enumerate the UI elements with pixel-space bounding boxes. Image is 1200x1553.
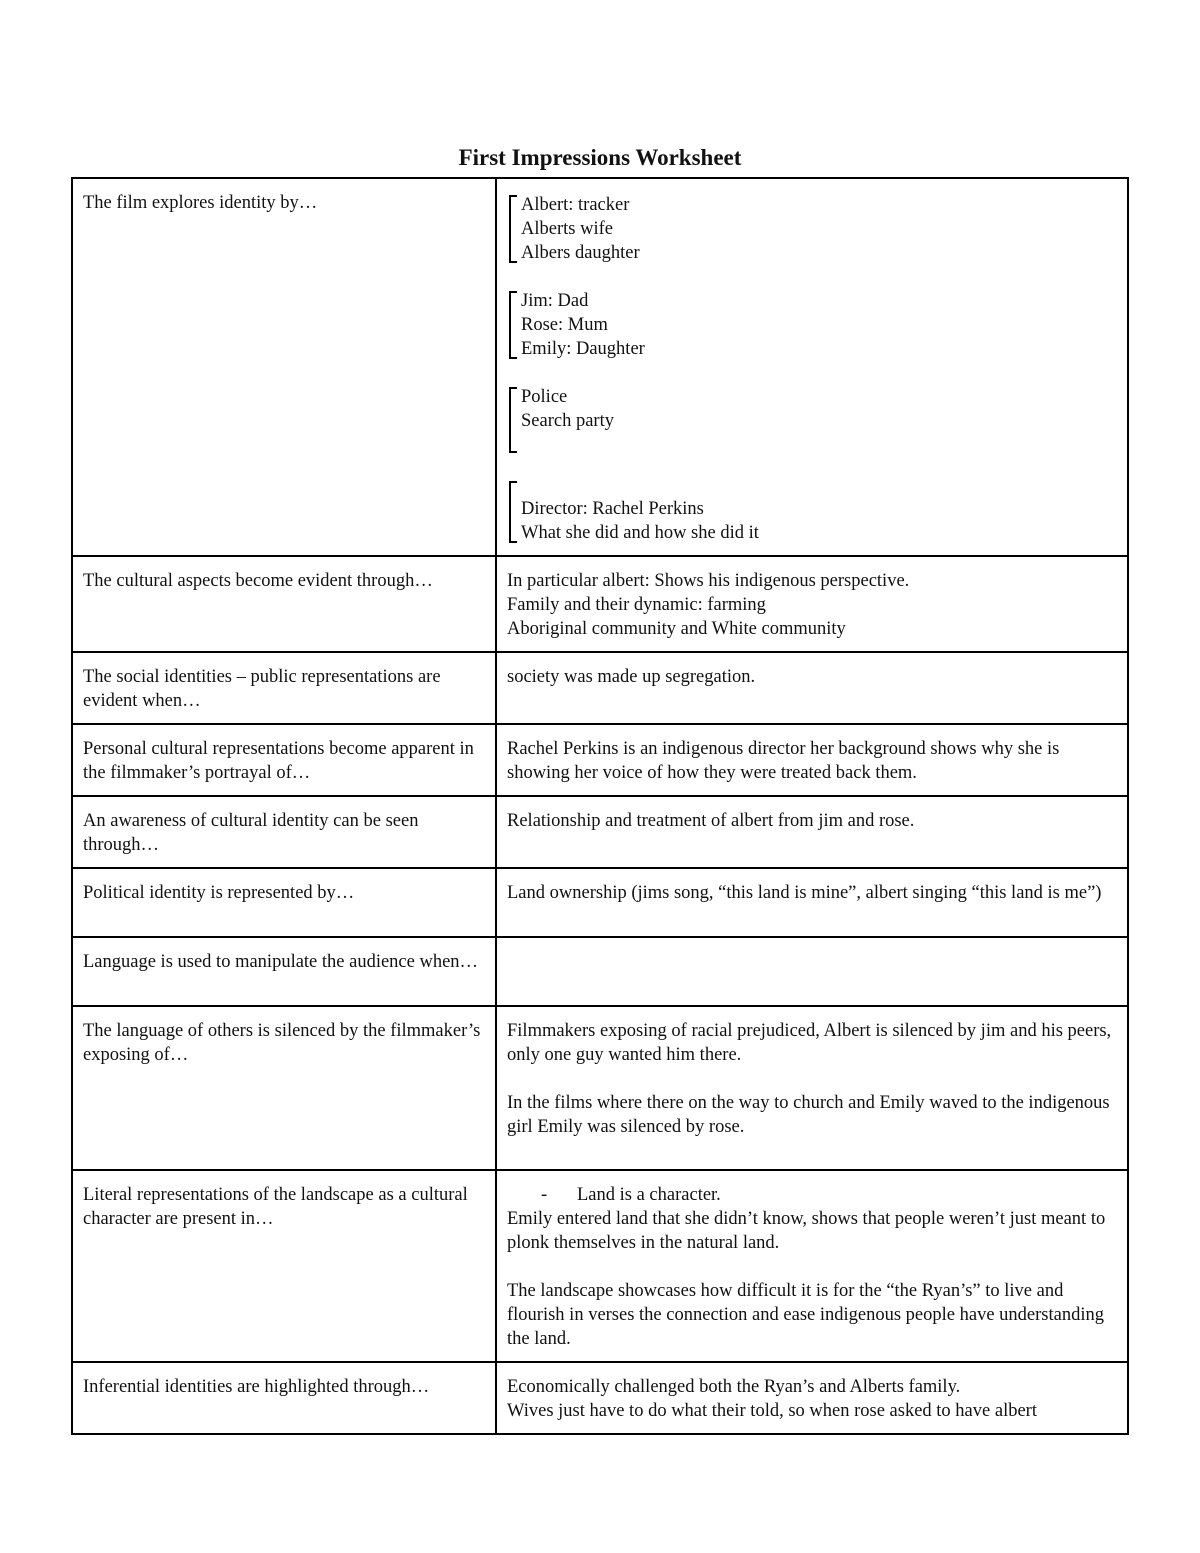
answer-line: Emily: Daughter [521,339,645,359]
table-row [72,652,1128,724]
bracket-group [509,193,1117,265]
bullet-item [507,1183,1117,1207]
answer-line: Wives just have to do what their told, so when rose asked to have albert [507,1401,1037,1421]
table-row [72,1006,1128,1170]
table-row [72,724,1128,796]
answer-line: society was made up segregation. [507,667,756,687]
bracket-group [509,479,1117,545]
answer-cell [496,556,1128,652]
bracket-mark [509,291,517,359]
bracket-mark [509,387,517,453]
prompt-cell: Language is used to manipulate the audience when… [72,937,496,1006]
table-row [72,868,1128,937]
bracket-group [509,385,1117,455]
answer-paragraph: In the films where there on the way to church and Emily waved to the indigenous girl Emily was silenced by rose. [507,1093,1110,1137]
bullet-text: Land is a character. [577,1185,721,1205]
answer-cell [496,1170,1128,1362]
answer-cell [496,724,1128,796]
answer-line: Aboriginal community and White community [507,619,846,639]
answer-line: Relationship and treatment of albert from jim and rose. [507,811,915,831]
table-row [72,1362,1128,1434]
answer-cell [496,1362,1128,1434]
answer-paragraph: The landscape showcases how difficult it is for the “the Ryan’s” to live and flourish in verses the connection and ease indigenous people have understanding the land. [507,1281,1104,1349]
table-row [72,1170,1128,1362]
answer-line: Economically challenged both the Ryan’s and Alberts family. [507,1377,961,1397]
prompt-cell: The social identities – public representations are evident when… [72,652,496,724]
answer-cell [496,652,1128,724]
table-row [72,178,1128,556]
answer-line: Police [521,387,568,407]
worksheet-table [71,177,1129,1435]
answer-line: Rachel Perkins is an indigenous director her background shows why she is showing her voice of how they were treated back them. [507,739,1060,783]
answer-line: Albers daughter [521,243,640,263]
answer-paragraph: Emily entered land that she didn’t know, shows that people weren’t just meant to plonk themselves in the natural land. [507,1209,1106,1253]
bracket-mark [509,195,517,263]
answer-line: Alberts wife [521,219,613,239]
answer-line: Albert: tracker [521,195,630,215]
table-row [72,796,1128,868]
answer-cell [496,796,1128,868]
answer-line: In particular albert: Shows his indigenous perspective. [507,571,910,591]
answer-line: Search party [521,411,614,431]
table-row [72,937,1128,1006]
prompt-cell: An awareness of cultural identity can be seen through… [72,796,496,868]
answer-paragraph: Filmmakers exposing of racial prejudiced, Albert is silenced by jim and his peers, only one guy wanted him there. [507,1021,1112,1065]
answer-cell [496,178,1128,556]
answer-line: Director: Rachel Perkins [521,499,704,519]
answer-line: Rose: Mum [521,315,608,335]
answer-cell [496,1006,1128,1170]
table-row [72,556,1128,652]
dash-bullet-icon: - [541,1185,548,1205]
page-title: First Impressions Worksheet [458,145,742,170]
answer-line: Jim: Dad [521,291,589,311]
bracket-mark [509,481,517,543]
bracket-group [509,289,1117,361]
prompt-cell: Literal representations of the landscape as a cultural character are present in… [72,1170,496,1362]
answer-line: Family and their dynamic: farming [507,595,766,615]
answer-line: What she did and how she did it [521,523,759,543]
answer-cell [496,937,1128,1006]
prompt-cell: The film explores identity by… [72,178,496,556]
prompt-cell: The language of others is silenced by the filmmaker’s exposing of… [72,1006,496,1170]
answer-cell [496,868,1128,937]
prompt-cell: The cultural aspects become evident through… [72,556,496,652]
prompt-cell: Political identity is represented by… [72,868,496,937]
answer-line: Land ownership (jims song, “this land is mine”, albert singing “this land is me”) [507,883,1102,903]
prompt-cell: Inferential identities are highlighted through… [72,1362,496,1434]
prompt-cell: Personal cultural representations become apparent in the filmmaker’s portrayal of… [72,724,496,796]
